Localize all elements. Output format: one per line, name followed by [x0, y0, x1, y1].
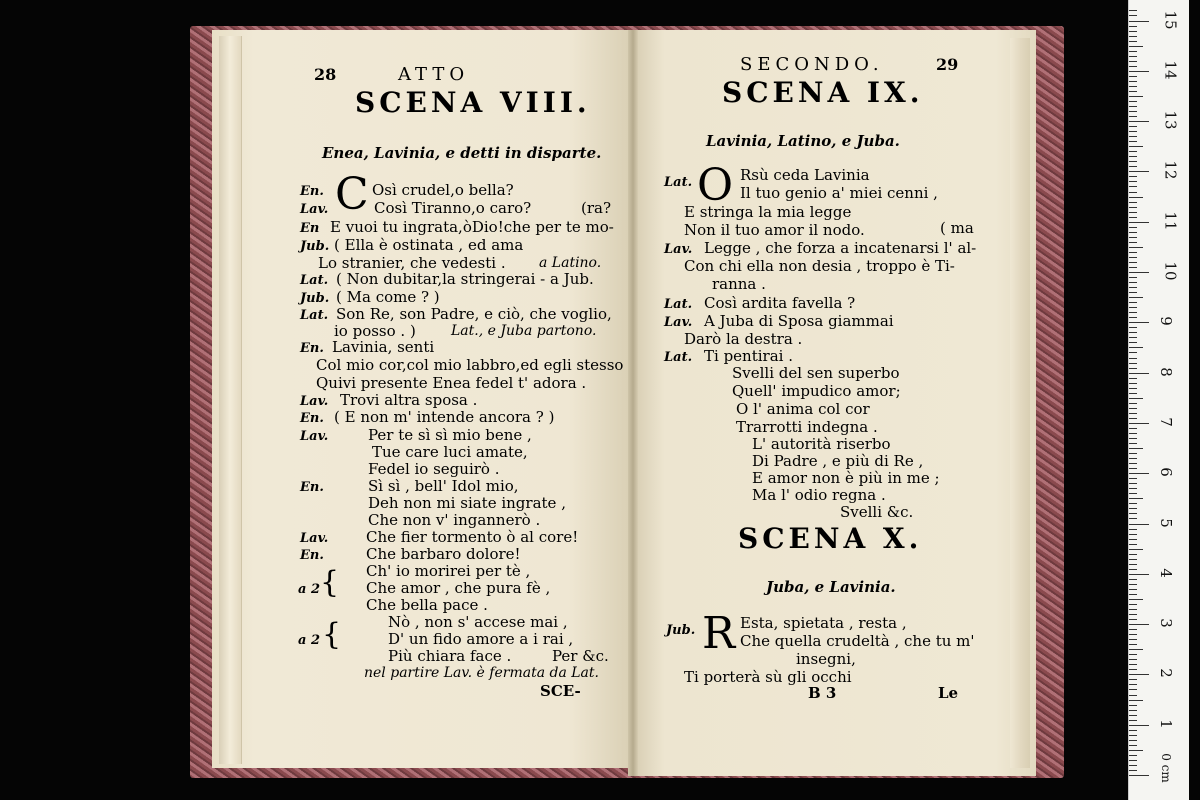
verse-line: E amor non è più in me ; [752, 469, 940, 487]
ruler-unit-label: 0 cm [1158, 753, 1173, 783]
verse-line: ranna . [712, 275, 766, 293]
ruler-tick [1129, 337, 1137, 338]
verse-line: Darò la destra . [684, 330, 803, 348]
verse-line: Deh non mi siate ingrate , [368, 494, 566, 512]
ruler-tick [1129, 634, 1137, 635]
ruler-tick [1129, 725, 1149, 726]
ruler-tick [1129, 106, 1137, 107]
scene-characters-9: Lavinia, Latino, e Juba. [706, 132, 900, 150]
ruler-tick [1129, 141, 1137, 142]
ruler-tick [1129, 503, 1137, 504]
ruler-tick [1129, 327, 1137, 328]
ruler-number: 10 [1161, 261, 1180, 281]
ruler-tick [1129, 554, 1137, 555]
ruler-tick [1129, 227, 1137, 228]
verse-line: io posso . ) [334, 322, 416, 340]
ruler-tick [1129, 257, 1137, 258]
verse-line: Nò , non s' accese mai , [388, 613, 568, 631]
ruler-tick [1129, 71, 1149, 72]
ruler-tick [1129, 428, 1137, 429]
ruler-tick [1129, 131, 1137, 132]
ruler-tick [1129, 66, 1137, 67]
ruler-number: 9 [1156, 316, 1175, 327]
verse-line: Di Padre , e più di Re , [752, 452, 924, 470]
ruler-tick [1129, 352, 1137, 353]
ruler-tick [1129, 217, 1137, 218]
ruler-tick [1129, 443, 1137, 444]
ruler-tick [1129, 161, 1137, 162]
verse-line: Esta, spietata , resta , [740, 614, 907, 632]
ruler-tick [1129, 760, 1137, 761]
catchword-right: Le [938, 684, 959, 702]
ruler-tick [1129, 393, 1137, 394]
verse-line: Ch' io morirei per tè , [366, 562, 531, 580]
ruler-tick [1129, 408, 1137, 409]
ruler-tick [1129, 659, 1137, 660]
ruler-tick [1129, 695, 1137, 696]
speaker: a 2 [298, 633, 320, 648]
ruler-tick [1129, 76, 1137, 77]
verse-line: L' autorità riserbo [752, 435, 891, 453]
ruler-tick [1129, 61, 1137, 62]
ruler-tick [1129, 156, 1137, 157]
drop-cap-right: O [697, 160, 734, 211]
verse-line: ( Non dubitar,la stringerai - a Jub. [336, 270, 594, 288]
ruler-tick [1129, 619, 1137, 620]
ruler-tick [1129, 730, 1137, 731]
ruler-tick [1129, 267, 1137, 268]
verse-line: Legge , che forza a incatenarsi l' al- [704, 239, 977, 257]
ruler-tick [1129, 508, 1137, 509]
verse-line: Che bella pace . [366, 596, 488, 614]
ruler-number: 8 [1156, 366, 1175, 377]
ruler-tick [1129, 644, 1137, 645]
ruler-tick [1129, 720, 1137, 721]
ruler-tick [1129, 358, 1137, 359]
ruler-tick [1129, 438, 1137, 439]
verse-line: Ma l' odio regna . [752, 486, 886, 504]
page-edges-right [1010, 38, 1030, 768]
ruler-tick [1129, 111, 1137, 112]
stage-direction: Lat., e Juba partono. [451, 323, 597, 339]
ruler-tick [1129, 36, 1137, 37]
ruler-tick [1129, 770, 1137, 771]
ruler-tick [1129, 317, 1137, 318]
ruler-tick [1129, 624, 1149, 625]
ruler-tick [1129, 287, 1137, 288]
ruler-tick [1129, 433, 1137, 434]
ruler-tick [1129, 468, 1137, 469]
ruler-tick [1129, 534, 1137, 535]
ruler-tick [1129, 745, 1137, 746]
ruler-tick [1129, 710, 1137, 711]
speaker: Lav. [300, 531, 329, 546]
ruler-tick [1129, 151, 1137, 152]
ruler-tick [1129, 579, 1137, 580]
ruler-tick [1129, 654, 1137, 655]
ruler-tick [1129, 312, 1137, 313]
ruler-tick [1129, 212, 1137, 213]
speaker: En. [300, 411, 324, 426]
verse-line: E stringa la mia legge [684, 203, 852, 221]
ruler-number: 3 [1156, 618, 1175, 628]
ruler-tick [1129, 669, 1137, 670]
ruler-tick [1129, 373, 1149, 374]
speaker: Lav. [664, 315, 693, 330]
ruler-number: 1 [1156, 718, 1175, 729]
ruler-tick [1129, 247, 1143, 248]
drop-cap-right-2: R [702, 608, 736, 659]
ruler-tick [1129, 423, 1149, 424]
ruler-tick [1129, 15, 1137, 16]
page-number-left: 28 [314, 65, 337, 84]
speaker: a 2 [298, 582, 320, 597]
ruler-tick [1129, 569, 1137, 570]
ruler-tick [1129, 207, 1137, 208]
ruler-tick [1129, 448, 1143, 449]
ruler-tick [1129, 96, 1143, 97]
speaker: Lat. [300, 308, 329, 323]
ruler-tick [1129, 689, 1137, 690]
verse-line: Quivi presente Enea fedel t' adora . [316, 374, 587, 392]
speaker: Lav. [300, 394, 329, 409]
measurement-ruler [1128, 0, 1189, 800]
verse-line: Trovi altra sposa . [340, 391, 478, 409]
catchword-left: SCE- [540, 682, 581, 700]
ruler-tick [1129, 322, 1149, 323]
scene-title-10: SCENA X. [738, 522, 923, 555]
verse-line: Per &c. [552, 647, 609, 665]
verse-line: insegni, [796, 650, 856, 668]
scene-title-8: SCENA VIII. [355, 86, 591, 119]
ruler-tick [1129, 493, 1137, 494]
ruler-tick [1129, 332, 1137, 333]
speaker: En. [300, 480, 324, 495]
ruler-tick [1129, 755, 1137, 756]
verse-line: Per te sì sì mio bene , [368, 426, 532, 444]
ruler-tick [1129, 146, 1143, 147]
verse-line: Che barbaro dolore! [366, 545, 521, 563]
ruler-number: 2 [1156, 668, 1175, 679]
verse-line: Con chi ella non desia , troppo è Ti- [684, 257, 955, 275]
ruler-tick [1129, 378, 1137, 379]
ruler-tick [1129, 614, 1137, 615]
ruler-tick [1129, 700, 1143, 701]
ruler-tick [1129, 166, 1137, 167]
verse-line: Tue care luci amate, [372, 443, 528, 461]
scene-characters-8: Enea, Lavinia, e detti in disparte. [322, 144, 602, 162]
ruler-tick [1129, 81, 1137, 82]
ruler-tick [1129, 302, 1137, 303]
ruler-tick [1129, 589, 1137, 590]
ruler-tick [1129, 599, 1143, 600]
ruler-tick [1129, 549, 1143, 550]
ruler-tick [1129, 252, 1137, 253]
ruler-tick [1129, 46, 1143, 47]
ruler-number: 7 [1156, 417, 1175, 427]
ruler-tick [1129, 539, 1137, 540]
stage-direction: a Latino. [539, 255, 602, 271]
ruler-tick [1129, 31, 1137, 32]
ruler-tick [1129, 529, 1137, 530]
ruler-tick [1129, 363, 1137, 364]
speaker: En. [300, 548, 324, 563]
verse-line: Il tuo genio a' miei cenni , [740, 184, 938, 202]
speaker: Lav. [664, 242, 693, 257]
ruler-tick [1129, 307, 1137, 308]
ruler-tick [1129, 383, 1137, 384]
ruler-tick [1129, 272, 1149, 273]
ruler-tick [1129, 639, 1137, 640]
brace-icon: { [322, 617, 342, 652]
ruler-tick [1129, 765, 1137, 766]
scene-title-9: SCENA IX. [722, 76, 924, 109]
verse-line: A Juba di Sposa giammai [704, 312, 894, 330]
ruler-number: 5 [1156, 517, 1175, 528]
ruler-tick [1129, 473, 1149, 474]
ruler-tick [1129, 453, 1137, 454]
signature-mark: B 3 [808, 684, 837, 702]
ruler-tick [1129, 282, 1137, 283]
ruler-tick [1129, 262, 1137, 263]
ruler-tick [1129, 518, 1137, 519]
ruler-tick [1129, 21, 1149, 22]
ruler-tick [1129, 176, 1137, 177]
ruler-tick [1129, 559, 1137, 560]
ruler-tick [1129, 292, 1137, 293]
ruler-tick [1129, 121, 1149, 122]
ruler-tick [1129, 56, 1137, 57]
ruler-tick [1129, 498, 1143, 499]
verse-line: ( Ma come ? ) [336, 288, 440, 306]
verse-line: ( ma [940, 219, 974, 237]
verse-line: (ra? [581, 199, 612, 217]
speaker: Jub. [300, 291, 330, 306]
speaker: En. [300, 341, 324, 356]
speaker: Lat. [664, 350, 693, 365]
ruler-tick [1129, 483, 1137, 484]
ruler-tick [1129, 222, 1149, 223]
verse-line: Lavinia, senti [332, 338, 435, 356]
ruler-tick [1129, 186, 1137, 187]
verse-line: Col mio cor,col mio labbro,ed egli stesso [316, 356, 624, 374]
ruler-tick [1129, 368, 1137, 369]
running-head-left: ATTO [398, 64, 470, 85]
ruler-tick [1129, 750, 1143, 751]
running-head-right: SECONDO. [740, 54, 884, 75]
ruler-tick [1129, 594, 1137, 595]
ruler-number: 11 [1161, 211, 1180, 231]
verse-line: ( E non m' intende ancora ? ) [334, 408, 555, 426]
brace-icon: { [320, 565, 340, 600]
ruler-tick [1129, 277, 1137, 278]
ruler-tick [1129, 181, 1137, 182]
ruler-tick [1129, 197, 1143, 198]
scene-characters-10: Juba, e Lavinia. [766, 578, 896, 596]
speaker: Lav. [300, 202, 329, 217]
speaker: Lat. [300, 273, 329, 288]
ruler-tick [1129, 604, 1137, 605]
ruler-tick [1129, 342, 1137, 343]
verse-line: Quell' impudico amor; [732, 382, 901, 400]
ruler-tick [1129, 544, 1137, 545]
verse-line: Sì sì , bell' Idol mio, [368, 477, 519, 495]
speaker: En. [300, 184, 324, 199]
verse-line: D' un fido amore a i rai , [388, 630, 574, 648]
speaker: Lat. [664, 297, 693, 312]
ruler-tick [1129, 715, 1137, 716]
drop-cap-left: C [335, 169, 369, 220]
ruler-tick [1129, 126, 1137, 127]
speaker: Lat. [664, 175, 693, 190]
verse-line: Che amor , che pura fè , [366, 579, 551, 597]
ruler-tick [1129, 242, 1137, 243]
ruler-tick [1129, 564, 1137, 565]
ruler-tick [1129, 478, 1137, 479]
verse-line: Non il tuo amor il nodo. [684, 221, 865, 239]
ruler-tick [1129, 629, 1137, 630]
ruler-tick [1129, 488, 1137, 489]
page-number-right: 29 [936, 55, 959, 74]
verse-line: Ti porterà sù gli occhi [684, 668, 852, 686]
ruler-tick [1129, 398, 1143, 399]
verse-line: Che non v' ingannerò . [368, 511, 541, 529]
book-gutter [628, 30, 638, 776]
verse-line: Trarrotti indegna . [736, 418, 878, 436]
ruler-tick [1129, 116, 1137, 117]
ruler-tick [1129, 705, 1137, 706]
ruler-number: 15 [1161, 9, 1180, 30]
verse-line: ( Ella è ostinata , ed ama [334, 236, 524, 254]
ruler-tick [1129, 775, 1149, 776]
ruler-tick [1129, 740, 1137, 741]
ruler-tick [1129, 91, 1137, 92]
ruler-tick [1129, 458, 1137, 459]
speaker: En [300, 221, 320, 236]
ruler-tick [1129, 347, 1143, 348]
ruler-tick [1129, 735, 1137, 736]
speaker: Lav. [300, 429, 329, 444]
ruler-tick [1129, 10, 1137, 11]
ruler-tick [1129, 297, 1143, 298]
ruler-tick [1129, 609, 1137, 610]
ruler-tick [1129, 524, 1149, 525]
ruler-tick [1129, 26, 1137, 27]
ruler-tick [1129, 51, 1137, 52]
verse-line: Svelli del sen superbo [732, 364, 900, 382]
ruler-tick [1129, 232, 1137, 233]
ruler-tick [1129, 388, 1137, 389]
ruler-number: 13 [1161, 110, 1180, 130]
speaker: Jub. [666, 623, 696, 638]
ruler-tick [1129, 513, 1137, 514]
ruler-tick [1129, 41, 1137, 42]
ruler-number: 4 [1156, 568, 1175, 578]
ruler-tick [1129, 202, 1137, 203]
verse-line: Osì crudel,o bella? [372, 181, 514, 199]
ruler-tick [1129, 171, 1149, 172]
verse-line: Che fier tormento ò al core! [366, 528, 579, 546]
ruler-tick [1129, 664, 1137, 665]
ruler-tick [1129, 679, 1137, 680]
verse-line: Che quella crudeltà , che tu m' [740, 632, 975, 650]
verse-line: Lo stranier, che vedesti . [318, 254, 506, 272]
ruler-tick [1129, 413, 1137, 414]
verse-line: Fedel io seguirò . [368, 460, 500, 478]
ruler-tick [1129, 403, 1137, 404]
verse-line: Svelli &c. [840, 503, 914, 521]
ruler-number: 6 [1156, 467, 1175, 477]
ruler-tick [1129, 192, 1137, 193]
ruler-tick [1129, 649, 1143, 650]
ruler-number: 12 [1161, 160, 1180, 180]
verse-line: O l' anima col cor [736, 400, 870, 418]
ruler-tick [1129, 418, 1137, 419]
verse-line: Così Tiranno,o caro? [374, 199, 532, 217]
verse-line: Rsù ceda Lavinia [740, 166, 870, 184]
ruler-number: 14 [1161, 60, 1180, 80]
ruler-tick [1129, 101, 1137, 102]
verse-line: Così ardita favella ? [704, 294, 856, 312]
stage-direction: nel partire Lav. è fermata da Lat. [364, 665, 599, 681]
page-edges-left [219, 36, 242, 764]
ruler-tick [1129, 584, 1137, 585]
verse-line: Più chiara face . [388, 647, 512, 665]
ruler-tick [1129, 86, 1137, 87]
ruler-tick [1129, 463, 1137, 464]
ruler-tick [1129, 674, 1149, 675]
speaker: Jub. [300, 239, 330, 254]
verse-line: Ti pentirai . [704, 347, 793, 365]
ruler-tick [1129, 237, 1137, 238]
ruler-tick [1129, 136, 1137, 137]
verse-line: E vuoi tu ingrata,òDio!che per te mo- [330, 218, 614, 236]
verse-line: Son Re, son Padre, e ciò, che voglio, [336, 305, 612, 323]
ruler-tick [1129, 574, 1149, 575]
ruler-tick [1129, 684, 1137, 685]
